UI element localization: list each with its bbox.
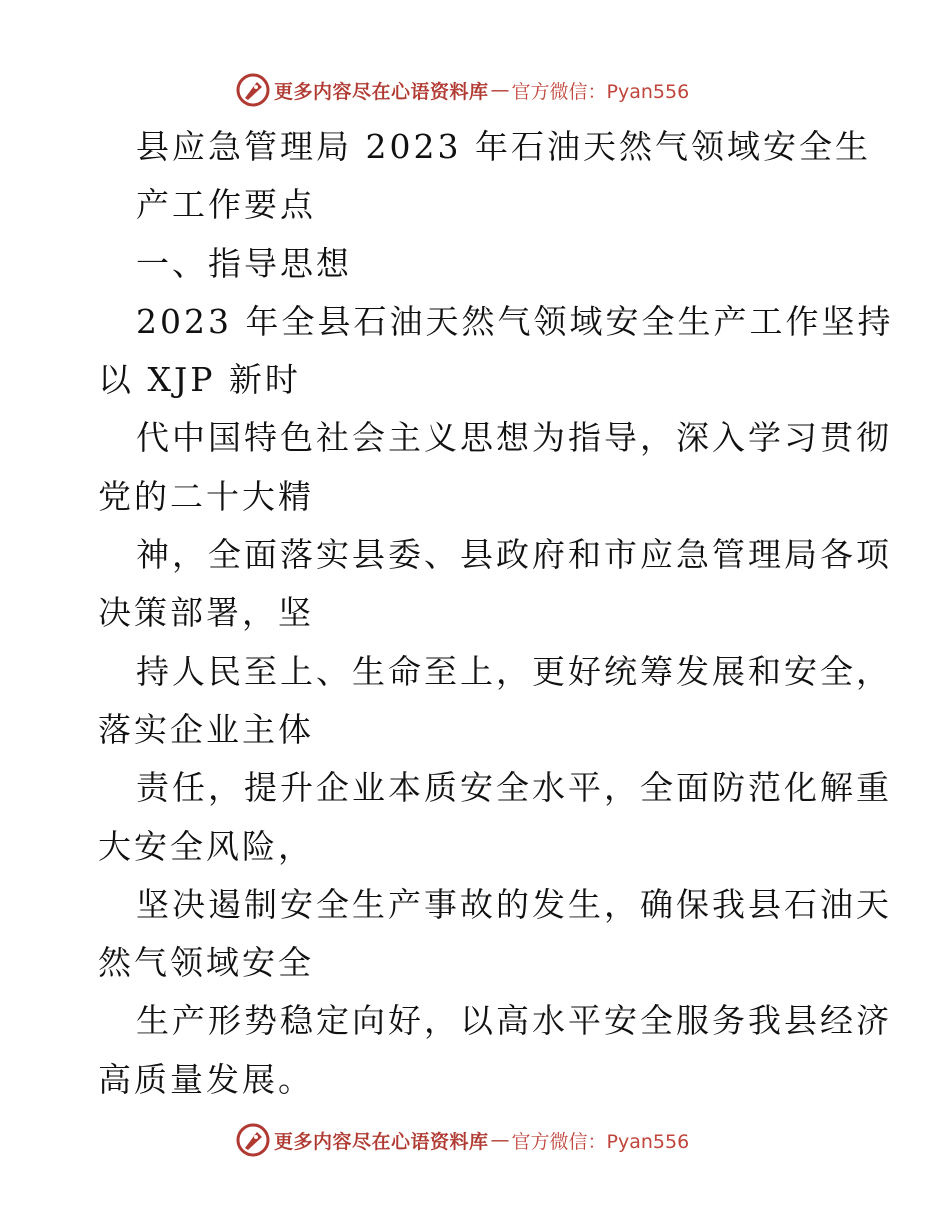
paragraph-line: 持人民至上、生命至上，更好统筹发展和安全， [136,651,892,691]
paragraph-line: 高质量发展。 [98,1059,314,1099]
paragraph-line: 代中国特色社会主义思想为指导，深入学习贯彻 [136,418,892,458]
paragraph-line: 责任，提升企业本质安全水平，全面防范化解重 [136,768,892,808]
paragraph-line: 然气领域安全 [98,943,314,983]
pen-nib-logo-icon [236,73,270,107]
paragraph-line: 决策部署，坚 [98,593,314,633]
paragraph-line: 坚决遏制安全生产事故的发生，确保我县石油天 [136,884,892,924]
watermark-dash: — [490,79,510,101]
watermark-contact: 官方微信：Pyan556 [511,80,690,103]
watermark-contact: 官方微信：Pyan556 [511,1130,690,1153]
paragraph-line: 落实企业主体 [98,709,314,749]
paragraph-line: 党的二十大精 [98,476,314,516]
document-body [98,118,894,1109]
section-heading: 一、指导思想 [136,243,352,283]
paragraph-line: 以 XJP 新时 [98,360,301,400]
paragraph-line: 2023 年全县石油天然气领域安全生产工作坚持 [136,301,894,341]
paragraph-line: 生产形势稳定向好，以高水平安全服务我县经济 [136,1001,892,1041]
title-line-2: 产工作要点 [136,185,316,225]
header-watermark [236,72,689,108]
watermark-brand: 更多内容尽在心语资料库 [274,80,489,103]
title-line-1: 县应急管理局 2023 年石油天然气领域安全生 [136,127,871,166]
watermark-brand: 更多内容尽在心语资料库 [274,1130,489,1153]
pen-nib-logo-icon [236,1123,270,1157]
paragraph-line: 大安全风险， [98,826,314,866]
watermark-dash: — [490,1129,510,1151]
footer-watermark [236,1122,689,1158]
paragraph-line: 神，全面落实县委、县政府和市应急管理局各项 [136,535,892,575]
